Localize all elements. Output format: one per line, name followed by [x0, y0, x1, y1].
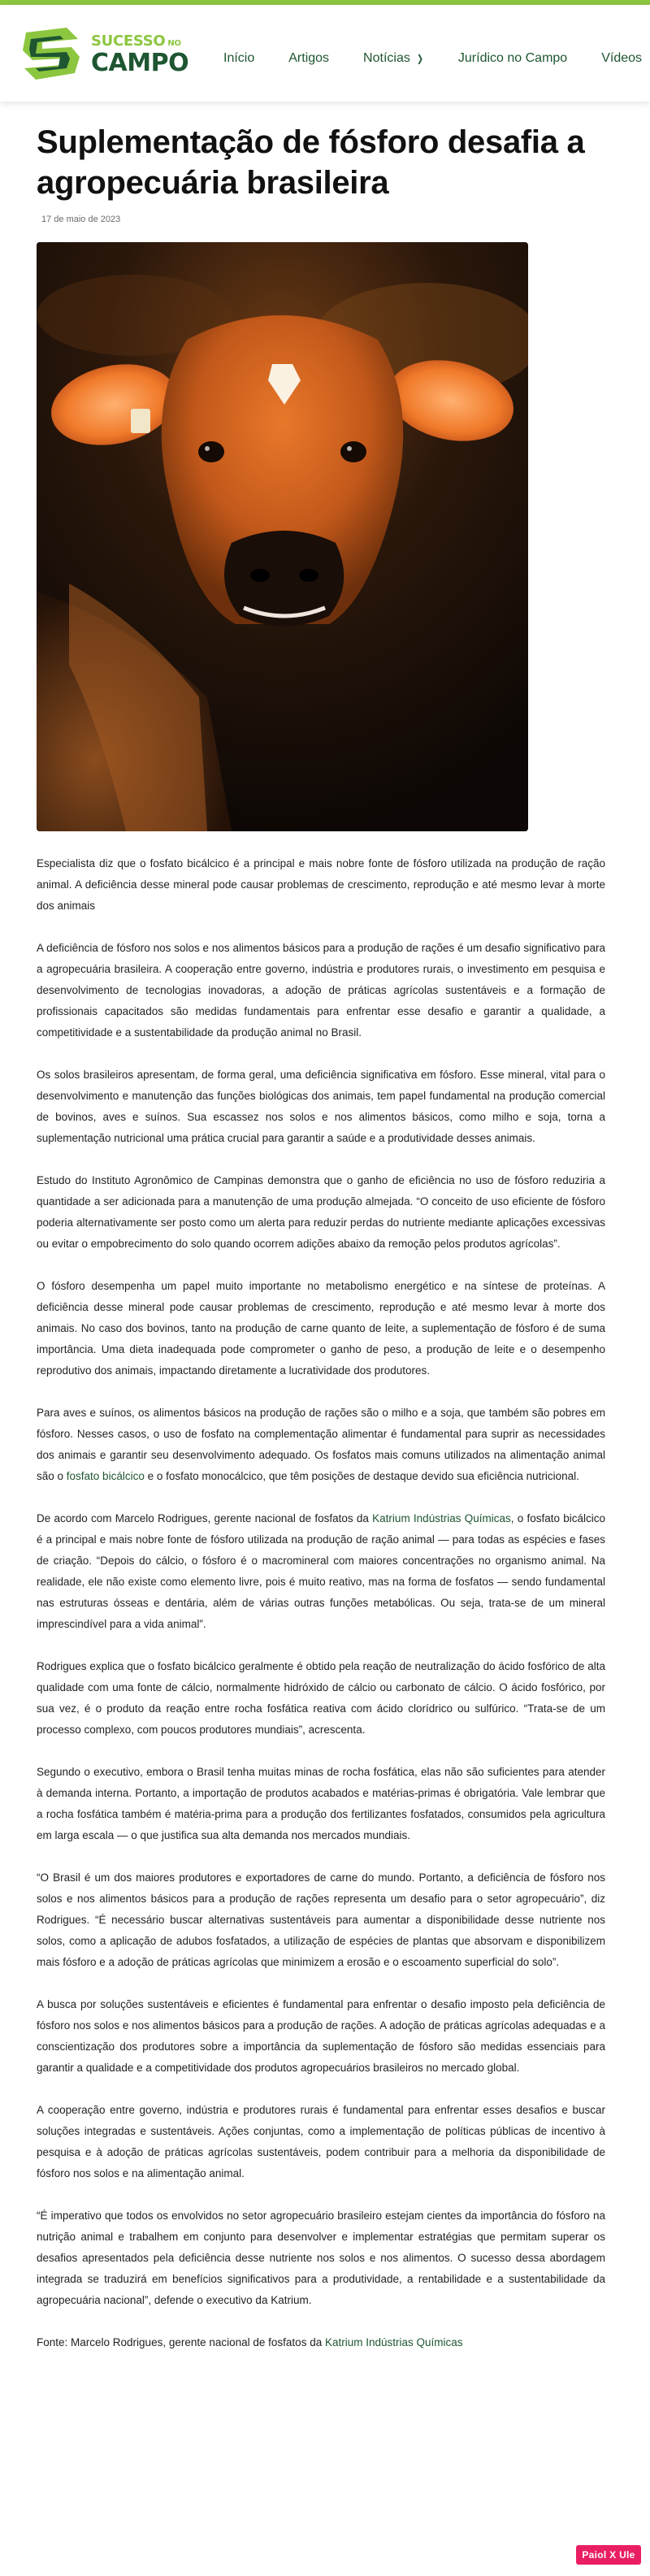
paragraph: A deficiência de fósforo nos solos e nos alimentos básicos para a produção de rações é um desafio significativo para a agropecuária brasileira. A cooperação entre governo, indústria e produtores rurais, o investimento em pesquisa e desenvolvimento de tecnologias inovadoras, a adoção de práticas agrícolas sustentáveis e a formação de profissionais capacitados são medidas fundamentais para enfrentar esse desafio e garantir a qualidade, a competitividade e a sustentabilidade da produção animal no Brasil. — [37, 942, 605, 1039]
nav-item-inicio[interactable] — [223, 51, 254, 66]
chevron-right-icon: ❯ — [416, 53, 423, 64]
article-date: 17 de maio de 2023 — [41, 215, 121, 224]
logo-connector: NO — [167, 39, 181, 48]
paragraph-text: e o fosfato monocálcico, que têm posições de destaque devido sua eficiência nutricional. — [144, 1470, 579, 1482]
cow-portrait-image — [37, 242, 528, 831]
paragraph-text: Para aves e suínos, os alimentos básicos na produção de rações são o milho e a soja, que também são pobres em fósforo. Nesses casos, o uso de fosfato na complementação alimentar é fundamental para suprir as necessidades dos animais e garantir seu desenvolvimento adequado. Os fosfatos mais comuns utilizados na alimentação animal são o — [37, 1407, 605, 1482]
paragraph: O fósforo desempenha um papel muito importante no metabolismo energético e na síntese de proteínas. A deficiência desse mineral pode causar problemas de crescimento, reprodução e até mesmo levar à morte dos animais. No caso dos bovinos, tanto na produção de carne quanto de leite, a suplementação de fósforo é de suma importância. Uma dieta inadequada pode comprometer o ganho de peso, a produção de leite e o desempenho reprodutivo dos animais, impactando diretamente a lucratividade dos produtores. — [37, 1280, 605, 1377]
paragraph-text: , o fosfato bicálcico é a principal e mais nobre fonte de fósforo utilizada na produção de ração animal — para todas as espécies e fases de criação. “Depois do cálcio, o fósforo é o macromineral com maiores concentrações no organismo animal. Na realidade, ele não existe como elemento livre, pois é muito reativo, mas na forma de fosfatos — sendo fundamental nas estruturas ósseas e dentária, além de várias outras funções metabólicas. Ou seja, trata-se de um mineral imprescindível para a vida animal”. — [37, 1512, 606, 1630]
nav-item-juridico-no-campo[interactable] — [458, 51, 567, 66]
nav-item-label: Vídeos — [601, 51, 643, 65]
article-title: Suplementação de fósforo desafia a agropecuária brasileira — [37, 124, 585, 201]
source-katrium-link[interactable]: Katrium Indústrias Químicas — [324, 2336, 463, 2348]
source-prefix: Fonte: Marcelo Rodrigues, gerente nacional de fosfatos da — [37, 2336, 325, 2348]
paragraph: “O Brasil é um dos maiores produtores e exportadores de carne do mundo. Portanto, a deficiência de fósforo nos solos e nos alimentos básicos para a produção de rações representa um desafio para o setor agropecuário”, diz Rodrigues. “É necessário buscar alternativas sustentáveis para aumentar a disponibilidade desse nutriente nos solos, como a aplicação de adubos fosfatados, a utilização de espécies de plantas que absorvam e disponibilizem mais fósforo e a adoção de práticas agrícolas que minimizem a erosão e o escoamento superficial do solo”. — [37, 1871, 605, 1968]
fosfato-bicalcico-link[interactable]: fosfato bicálcico — [66, 1470, 145, 1482]
nav-item-label: Início — [223, 51, 255, 65]
main-nav — [223, 42, 642, 75]
nav-item-noticias[interactable] — [363, 51, 424, 66]
source-line — [37, 2332, 605, 2353]
nav-item-label: Notícias — [363, 51, 410, 65]
paragraph — [37, 1508, 605, 1635]
paragraph: Os solos brasileiros apresentam, de forma geral, uma deficiência significativa em fósforo. Esse mineral, vital para o desenvolvimento e manutenção das funções biológicas dos animais, tem papel fundamental na produção comercial de bovinos, aves e suínos. Sua escassez nos solos e nos alimentos básicos, como milho e soja, torna a suplementação nutricional uma prática crucial para garantir a saúde e a produtividade desses animais. — [37, 1069, 605, 1144]
site-header — [0, 5, 650, 102]
logo-mark-icon — [18, 24, 84, 83]
article-body — [37, 853, 605, 2353]
paragraph: A busca por soluções sustentáveis e eficientes é fundamental para enfrentar o desafio imposto pela deficiência de fósforo nos solos e nos alimentos básicos para a produção de rações. A adoção de práticas agrícolas adequadas e a conscientização dos produtores sobre a importância da suplementação de fósforo são medidas essenciais para garantir a qualidade e a competitividade dos produtos agropecuários brasileiros no mercado global. — [37, 1998, 605, 2074]
logo-wordmark — [91, 34, 188, 76]
paragraph: Rodrigues explica que o fosfato bicálcico geralmente é obtido pela reação de neutralização do ácido fosfórico de alta qualidade com uma fonte de cálcio, normalmente hidróxido de cálcio ou carbonato de cálcio. O ácido fosfórico, por sua vez, é o produto da reação entre rocha fosfática reativa com ácido clorídrico ou sulfúrico. “Trata-se de um processo complexo, com poucos produtores mundiais”, acrescenta. — [37, 1660, 605, 1736]
paragraph: Estudo do Instituto Agronômico de Campinas demonstra que o ganho de eficiência no uso de fósforo reduziria a quantidade a ser adicionada para a manutenção de uma produção almejada. “O conceito de uso eficiente de fósforo poderia alternativamente ser posto como um alerta para reduzir perdas do nutriente mediante aplicações excessivas ou evitar o empobrecimento do solo quando ocorrem adições abaixo da remoção pelos produtos agrícolas”. — [37, 1174, 605, 1250]
corner-badge[interactable]: Paiol X Ule — [576, 2545, 641, 2565]
paragraph-text: De acordo com Marcelo Rodrigues, gerente nacional de fosfatos da — [37, 1512, 373, 1524]
paragraph: A cooperação entre governo, indústria e produtores rurais é fundamental para enfrentar esses desafios e buscar soluções integradas e sustentáveis. Ações conjuntas, como a implementação de políticas públicas de incentivo à pesquisa e à adoção de práticas agrícolas sustentáveis, podem contribuir para a melhoria da disponibilidade de fósforo nos solos e na alimentação animal. — [37, 2104, 605, 2179]
site-logo[interactable] — [18, 24, 205, 83]
paragraph: “É imperativo que todos os envolvidos no setor agropecuário brasileiro estejam cientes da importância do fósforo na nutrição animal e trabalhem em conjunto para desenvolver e implementar estratégias que permitam superar os desafios apresentados pela deficiência desse nutriente nos solos e nos alimentos. O sucesso dessa abordagem integrada se traduzirá em benefícios significativos para a produtividade, a rentabilidade e a sustentabilidade da agropecuária nacional”, defende o executivo da Katrium. — [37, 2210, 605, 2306]
paragraph — [37, 1403, 605, 1487]
hero-image — [37, 242, 528, 831]
nav-item-label: Artigos — [288, 51, 330, 65]
nav-item-label: Jurídico no Campo — [457, 51, 568, 65]
nav-item-artigos[interactable] — [288, 51, 329, 66]
logo-line1: SUCESSO — [91, 33, 166, 50]
nav-item-videos[interactable] — [601, 51, 642, 66]
logo-line2: CAMPO — [91, 49, 189, 77]
paragraph: Especialista diz que o fosfato bicálcico é a principal e mais nobre fonte de fósforo utilizada na produção de ração animal. A deficiência desse mineral pode causar problemas de crescimento, reprodução e até mesmo levar à morte dos animais — [37, 857, 605, 912]
article — [37, 122, 613, 2374]
katrium-link[interactable]: Katrium Indústrias Químicas — [372, 1512, 511, 1524]
paragraph: Segundo o executivo, embora o Brasil tenha muitas minas de rocha fosfática, elas não são suficientes para atender à demanda interna. Portanto, a importação de produtos acabados e matérias-primas é obrigatória. Vale lembrar que a rocha fosfática também é matéria-prima para a produção dos fertilizantes fosfatados, consumidos pela agricultura em larga escala — o que justifica sua alta demanda nos mercados mundiais. — [37, 1766, 605, 1841]
